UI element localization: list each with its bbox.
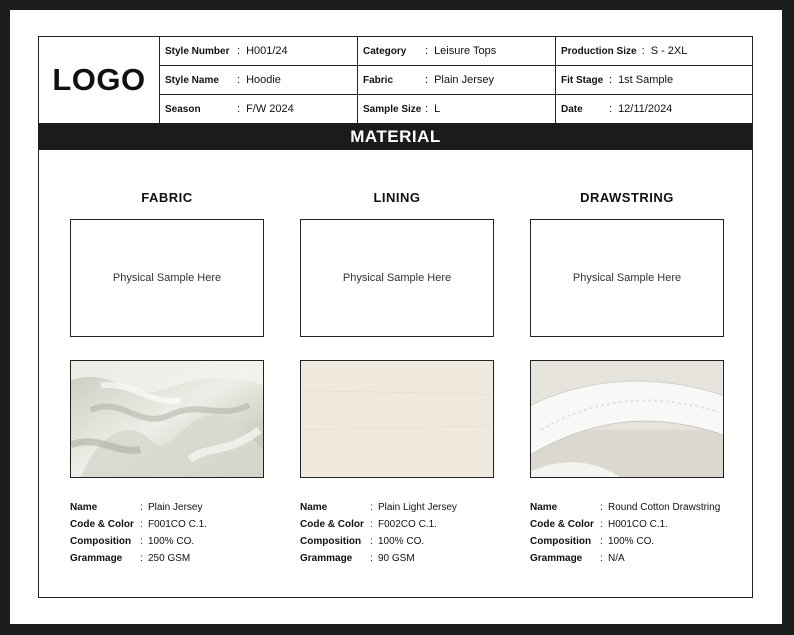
spec-label: Composition: [530, 536, 592, 547]
header-table: [39, 37, 752, 123]
material-title: DRAWSTRING: [580, 190, 674, 205]
production-size-cell: Production Size : S - 2XL: [556, 37, 752, 66]
page: [10, 10, 782, 624]
physical-sample-text: Physical Sample Here: [112, 272, 222, 284]
spec-code-row: Code & Color : H001CO C.1.: [530, 519, 669, 530]
spec-label: Composition: [300, 536, 362, 547]
spec-value: 250 GSM: [148, 553, 191, 564]
fabric-label: Fabric: [363, 74, 394, 86]
style-name-value: Hoodie: [246, 74, 281, 86]
spec-value: 90 GSM: [378, 553, 415, 564]
spec-label: Code & Color: [70, 519, 134, 530]
material-specs: [300, 499, 530, 567]
spec-value: 100% CO.: [378, 536, 425, 547]
style-number-label: Style Number: [165, 45, 230, 57]
style-number-value: H001/24: [246, 45, 288, 57]
physical-sample-box: [300, 219, 494, 337]
spec-label: Composition: [70, 536, 132, 547]
date-value: 12/11/2024: [618, 103, 673, 115]
spec-label: Name: [530, 502, 558, 513]
fit-stage-cell: Fit Stage : 1st Sample: [556, 66, 752, 95]
category-cell: Category : Leisure Tops: [358, 37, 556, 66]
spec-value: H001CO C.1.: [608, 519, 669, 530]
sample-size-cell: Sample Size : L: [358, 95, 556, 123]
spec-composition-row: Composition : 100% CO.: [300, 536, 425, 547]
style-name-cell: Style Name : Hoodie: [160, 66, 358, 95]
physical-sample-box: [70, 219, 264, 337]
spec-value: Plain Jersey: [148, 502, 203, 513]
spec-name-row: Name : Plain Jersey: [70, 502, 203, 513]
drawstring-photo: [530, 360, 724, 478]
spec-label: Grammage: [300, 553, 353, 564]
spec-label: Grammage: [70, 553, 123, 564]
header-grid: [160, 37, 752, 123]
spec-composition-row: Composition : 100% CO.: [70, 536, 195, 547]
tech-pack-sheet: [38, 36, 753, 598]
fabric-value: Plain Jersey: [434, 74, 494, 86]
spec-grammage-row: Grammage : 250 GSM: [70, 553, 191, 564]
spec-value: 100% CO.: [148, 536, 195, 547]
spec-name-row: Name : Plain Light Jersey: [300, 502, 457, 513]
style-name-label: Style Name: [165, 74, 219, 86]
fabric-cell: Fabric : Plain Jersey: [358, 66, 556, 95]
spec-grammage-row: Grammage : N/A: [530, 553, 625, 564]
production-size-label: Production Size: [561, 45, 637, 57]
logo: LOGO: [39, 37, 160, 123]
section-title: MATERIAL: [39, 123, 752, 150]
spec-code-row: Code & Color : F001CO C.1.: [70, 519, 207, 530]
spec-label: Name: [300, 502, 328, 513]
fit-stage-value: 1st Sample: [618, 74, 674, 86]
fabric-photo: [70, 360, 264, 478]
spec-code-row: Code & Color : F002CO C.1.: [300, 519, 437, 530]
spec-value: F002CO C.1.: [378, 519, 437, 530]
spec-label: Code & Color: [300, 519, 364, 530]
spec-value: 100% CO.: [608, 536, 655, 547]
spec-value: F001CO C.1.: [148, 519, 207, 530]
physical-sample-text: Physical Sample Here: [342, 272, 452, 284]
material-title: FABRIC: [141, 190, 193, 205]
physical-sample-text: Physical Sample Here: [572, 272, 682, 284]
category-label: Category: [363, 45, 407, 57]
spec-value: Round Cotton Drawstring: [608, 502, 721, 513]
category-value: Leisure Tops: [434, 45, 497, 57]
spec-value: N/A: [608, 553, 625, 564]
spec-grammage-row: Grammage : 90 GSM: [300, 553, 415, 564]
fit-stage-label: Fit Stage: [561, 74, 604, 86]
style-number-cell: Style Number : H001/24: [160, 37, 358, 66]
physical-sample-box: [530, 219, 724, 337]
spec-name-row: Name : Round Cotton Drawstring: [530, 502, 721, 513]
production-size-value: S - 2XL: [650, 45, 688, 57]
material-title: LINING: [373, 190, 421, 205]
lining-photo: [300, 360, 494, 478]
spec-composition-row: Composition : 100% CO.: [530, 536, 655, 547]
season-label: Season: [165, 103, 201, 115]
season-cell: Season : F/W 2024: [160, 95, 358, 123]
spec-value: Plain Light Jersey: [378, 502, 457, 513]
spec-label: Grammage: [530, 553, 583, 564]
date-label: Date: [561, 103, 583, 115]
date-cell: Date : 12/11/2024: [561, 103, 673, 115]
sample-size-value: L: [434, 103, 441, 115]
season-value: F/W 2024: [246, 103, 294, 115]
spec-label: Code & Color: [530, 519, 594, 530]
material-specs: [530, 499, 760, 567]
spec-label: Name: [70, 502, 98, 513]
sample-size-label: Sample Size: [363, 103, 422, 115]
material-specs: [70, 499, 300, 567]
